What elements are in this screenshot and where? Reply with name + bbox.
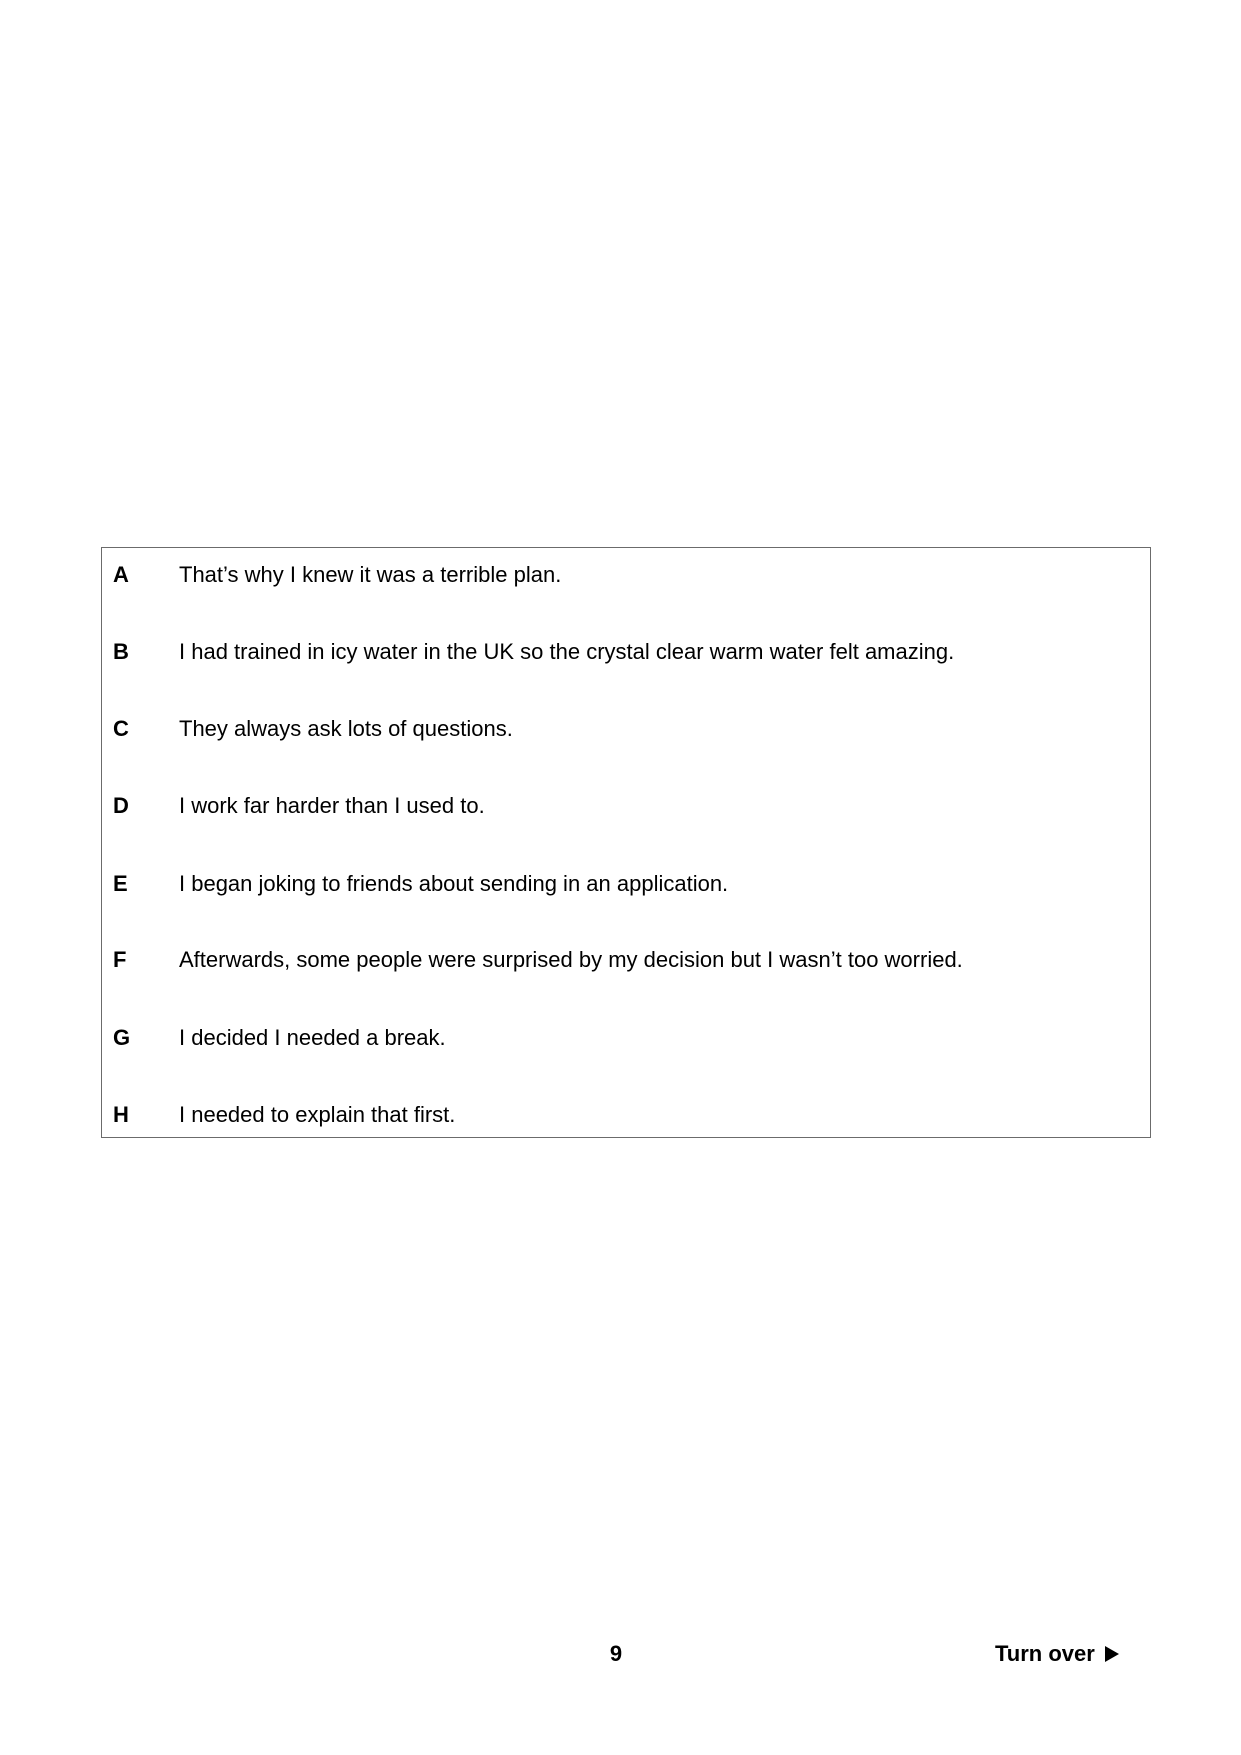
option-letter: E bbox=[113, 871, 128, 896]
option-row-a bbox=[102, 555, 1150, 595]
option-row-h bbox=[102, 1095, 1150, 1135]
option-letter: C bbox=[113, 716, 129, 741]
option-row-f bbox=[102, 940, 1150, 980]
option-text: I decided I needed a break. bbox=[179, 1025, 446, 1050]
option-text: I work far harder than I used to. bbox=[179, 793, 485, 818]
options-box bbox=[101, 547, 1151, 1138]
option-row-c bbox=[102, 709, 1150, 749]
option-text: I began joking to friends about sending in an application. bbox=[179, 871, 729, 896]
option-text: Afterwards, some people were surprised by my decision but I wasn’t too worried. bbox=[179, 947, 963, 972]
option-text: I needed to explain that first. bbox=[179, 1102, 456, 1127]
option-row-e bbox=[102, 864, 1150, 904]
option-text: They always ask lots of questions. bbox=[179, 716, 513, 741]
turn-over-label bbox=[995, 1641, 1119, 1667]
option-text: That’s why I knew it was a terrible plan. bbox=[179, 562, 562, 587]
option-letter: F bbox=[113, 947, 127, 972]
turn-over-text: Turn over bbox=[995, 1641, 1095, 1666]
page-number: 9 bbox=[609, 1641, 623, 1666]
option-letter: H bbox=[113, 1102, 129, 1127]
option-row-g bbox=[102, 1018, 1150, 1058]
option-row-d bbox=[102, 786, 1150, 826]
option-text: I had trained in icy water in the UK so the crystal clear warm water felt amazing. bbox=[179, 639, 955, 664]
right-triangle-icon bbox=[1105, 1646, 1119, 1662]
option-letter: G bbox=[113, 1025, 131, 1050]
option-letter: D bbox=[113, 793, 129, 818]
option-row-b bbox=[102, 632, 1150, 672]
option-letter: A bbox=[113, 562, 129, 587]
option-letter: B bbox=[113, 639, 129, 664]
